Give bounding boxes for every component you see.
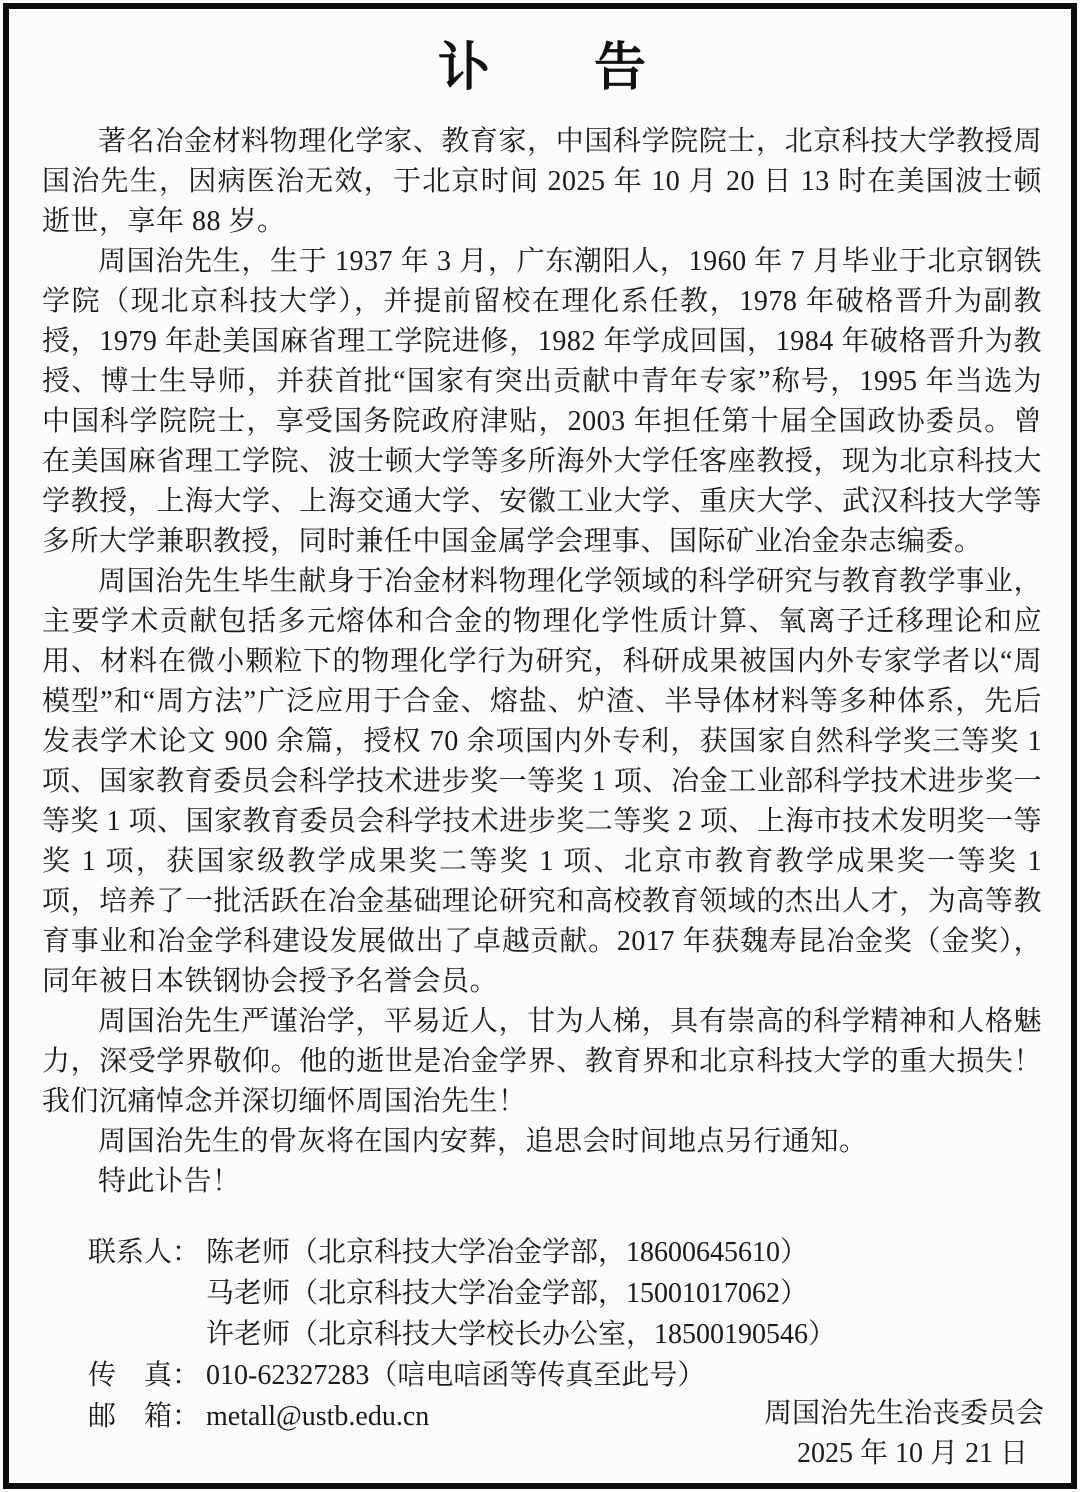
notice-content (42, 38, 1042, 1437)
contact-person-label: 联系人： (88, 1237, 201, 1268)
contact-person-chen: 陈老师（北京科技大学冶金学部，18600645610） (206, 1237, 809, 1268)
contact-empty-label (88, 1314, 206, 1355)
contact-row-chen (88, 1232, 1042, 1273)
fax-label: 传 真： (88, 1360, 201, 1391)
signature-date: 2025 年 10 月 21 日 (796, 1438, 1028, 1469)
paragraph-tribute: 周国治先生严谨治学，平易近人，甘为人梯，具有崇高的科学精神和人格魅力，深受学界敬仰。他的逝世是冶金学界、教育界和北京科技大学的重大损失！我们沉痛悼念并深切缅怀周国治先生！ (42, 1006, 1042, 1117)
paragraph-announcement: 著名冶金材料物理化学家、教育家，中国科学院院士，北京科技大学教授周国治先生，因病医治无效，于北京时间 2025 年 10 月 20 日 13 时在美国波士顿逝世，享年 88 岁。 (42, 126, 1042, 237)
email-address: metall@ustb.edu.cn (206, 1401, 430, 1432)
contact-person-xu: 许老师（北京科技大学校长办公室，18500190546） (206, 1319, 837, 1350)
signature-block (764, 1394, 1044, 1474)
paragraph-funeral-arrangement: 周国治先生的骨灰将在国内安葬，追思会时间地点另行通知。 (98, 1126, 868, 1157)
signature-committee: 周国治先生治丧委员会 (763, 1398, 1044, 1429)
contact-row-ma (88, 1273, 1042, 1314)
contact-row-fax (88, 1355, 1042, 1396)
contact-person-ma: 马老师（北京科技大学冶金学部，15001017062） (206, 1278, 809, 1309)
paragraph-biography: 周国治先生，生于 1937 年 3 月，广东潮阳人，1960 年 7 月毕业于北京钢铁学院（现北京科技大学），并提前留校在理化系任教，1978 年破格晋升为副教授，1979 年赴美国麻省理工学院进修，1982 年学成回国，1984 年破格晋升为教授、博士生导师，并获首批“国家有突出贡献中青年专家”称号，1995 年当选为中国科学院院士，享受国务院政府津贴，2003 年担任第十届全国政协委员。曾在美国麻省理工学院、波士顿大学等多所海外大学任客座教授，现为北京科技大学教授，上海大学、上海交通大学、安徽工业大学、重庆大学、武汉科技大学等多所大学兼职教授，同时兼任中国金属学会理事、国际矿业冶金杂志编委。 (42, 246, 1042, 557)
paragraph-closing: 特此讣告！ (98, 1166, 241, 1197)
contact-empty-label (88, 1273, 206, 1314)
fax-number: 010-62327283（唁电唁函等传真至此号） (206, 1360, 706, 1391)
contact-row-xu (88, 1314, 1042, 1355)
email-label: 邮 箱： (88, 1401, 201, 1432)
notice-title: 讣 告 (437, 40, 646, 97)
paragraph-achievements: 周国治先生毕生献身于冶金材料物理化学领域的科学研究与教育教学事业，主要学术贡献包括多元熔体和合金的物理化学性质计算、氧离子迁移理论和应用、材料在微小颗粒下的物理化学行为研究，科研成果被国内外专家学者以“周模型”和“周方法”广泛应用于合金、熔盐、炉渣、半导体材料等多种体系，先后发表学术论文 900 余篇，授权 70 余项国内外专利，获国家自然科学奖三等奖 1 项、国家教育委员会科学技术进步奖一等奖 1 项、冶金工业部科学技术进步奖一等奖 1 项、国家教育委员会科学技术进步奖二等奖 2 项、上海市技术发明奖一等奖 1 项，获国家级教学成果奖二等奖 1 项、北京市教育教学成果奖一等奖 1 项，培养了一批活跃在冶金基础理论研究和高校教育领域的杰出人才，为高等教育事业和冶金学科建设发展做出了卓越贡献。2017 年获魏寿昆冶金奖（金奖），同年被日本铁钢协会授予名誉会员。 (42, 566, 1042, 997)
